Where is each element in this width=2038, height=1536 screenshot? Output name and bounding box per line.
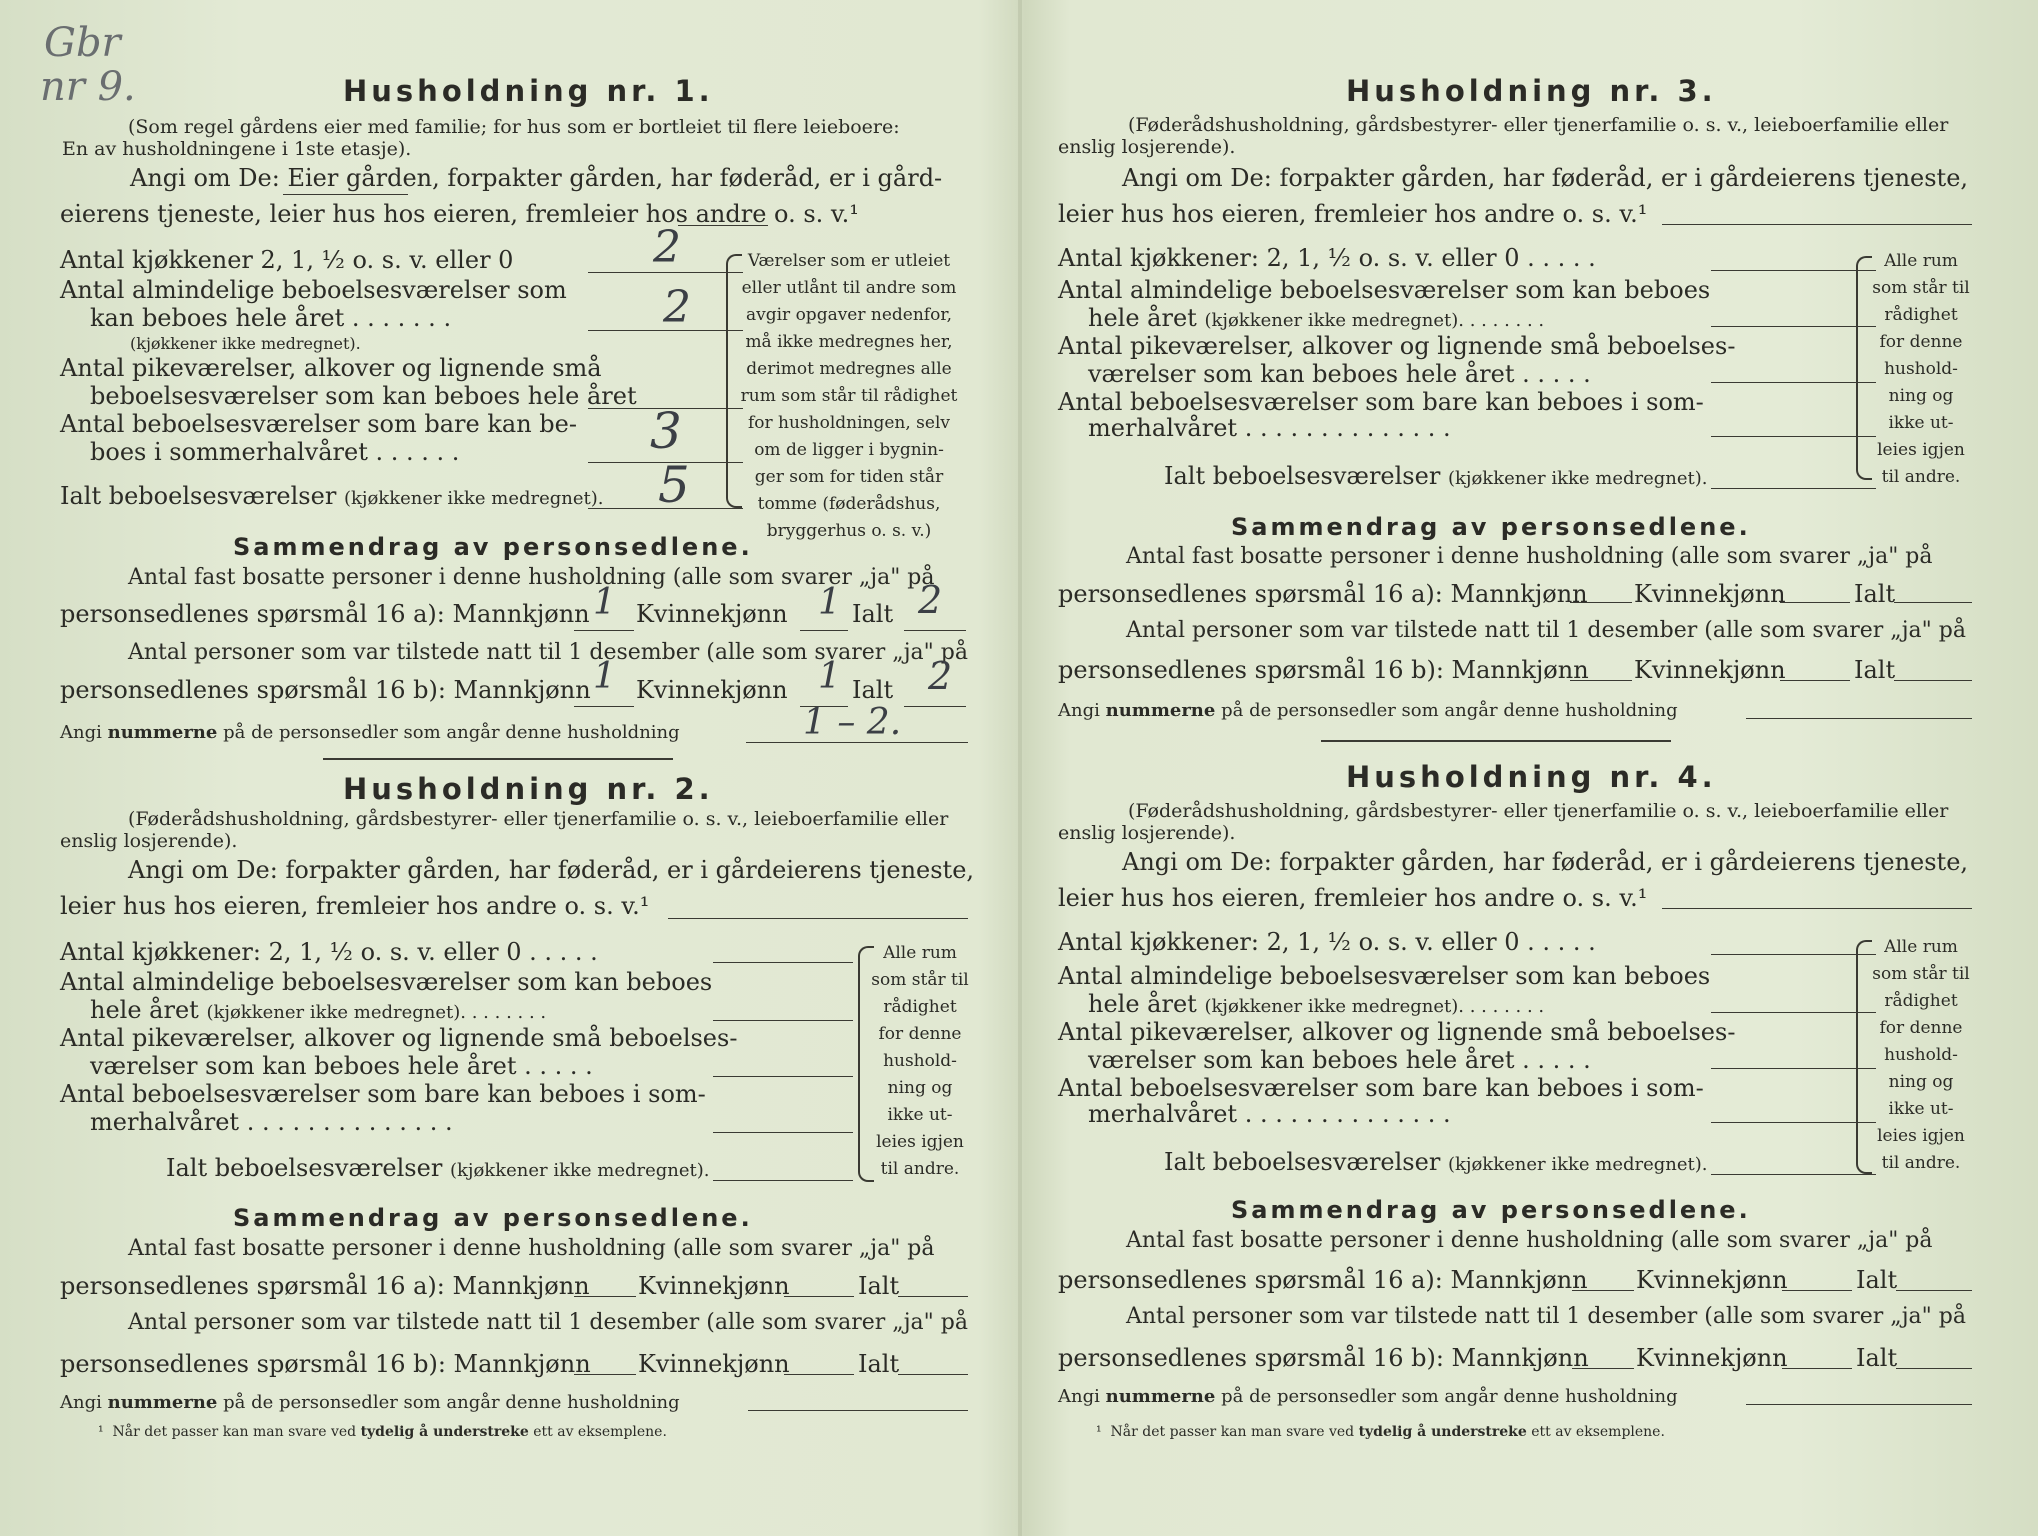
household2-footnote-bold: tydelig å understreke — [360, 1424, 529, 1440]
household3-total-label — [1164, 462, 1708, 490]
household3-side-note: Alle rum som står til rådighet for denne hushold- ning og ikke ut- leies igjen til andre. — [1872, 251, 1970, 487]
household2-footnote-post: ett av eksemplene. — [533, 1424, 667, 1440]
household1-rooms-c-line1: Antal beboelsesværelser som bare kan be- — [60, 410, 577, 438]
household2-numbers-prefix: Angi — [60, 1392, 102, 1413]
household2-present-female-line — [784, 1374, 854, 1375]
household4-present-kvinne: Kvinnekjønn — [1636, 1344, 1788, 1372]
household3-rooms-a-line — [1711, 326, 1876, 327]
household4-note-line2: enslig losjerende). — [1058, 822, 1236, 844]
household2-footnote — [98, 1424, 667, 1440]
left-page — [58, 0, 978, 1536]
household2-question-line2: leier hus hos eieren, fremleier hos andre o. s. v.¹ — [60, 892, 650, 920]
household1-fast-male-line — [574, 630, 634, 631]
household3-question-line — [1662, 224, 1972, 225]
household2-note-line1: (Føderådshusholdning, gårdsbestyrer- eller tjenerfamilie o. s. v., leieboerfamilie eller — [128, 808, 949, 830]
household4-numbers-line — [1058, 1386, 1678, 1407]
household3-present-kvinne: Kvinnekjønn — [1634, 656, 1786, 684]
household2-footnote-mark: ¹ — [98, 1424, 104, 1440]
household3-note-line1: (Føderådshusholdning, gårdsbestyrer- eller tjenerfamilie o. s. v., leieboerfamilie eller — [1128, 114, 1949, 136]
household1-rooms-c-value: 3 — [650, 402, 682, 460]
household2-numbers-rest: på de personsedler som angår denne husholdning — [223, 1392, 680, 1413]
household4-total-text: Ialt beboelsesværelser — [1164, 1148, 1441, 1176]
household2-numbers-line-rule — [748, 1410, 968, 1411]
household1-fast-line2 — [60, 600, 590, 628]
household3-numbers-rest: på de personsedler som angår denne husholdning — [1221, 700, 1678, 721]
household3-rooms-a-text: hele året — [1088, 304, 1197, 332]
household1-total-note: (kjøkkener ikke medregnet). — [343, 488, 604, 509]
household4-rooms-c-line1: Antal beboelsesværelser som bare kan beboes i som- — [1058, 1074, 1704, 1102]
household1-fast-line1: Antal fast bosatte personer i denne husholdning (alle som svarer „ja" på — [128, 565, 935, 590]
household4-total-label — [1164, 1148, 1708, 1176]
household1-fast-total-line — [904, 630, 966, 631]
household1-kitchens-value: 2 — [653, 222, 681, 273]
household1-fast-total: 2 — [918, 578, 943, 622]
household4-total-note: (kjøkkener ikke medregnet). — [1447, 1154, 1708, 1175]
page-fold — [1018, 0, 1022, 1536]
household3-kitchens-line — [1711, 270, 1876, 271]
household4-fast-male-line — [1572, 1290, 1634, 1291]
household1-numbers-line — [746, 742, 968, 743]
household3-fast-ialt: Ialt — [1854, 580, 1896, 608]
household1-total-text: Ialt beboelsesværelser — [60, 482, 337, 510]
household2-present-ialt: Ialt — [858, 1350, 900, 1378]
household1-present-line1: Antal personer som var tilstede natt til 1 desember (alle som svarer „ja" på — [128, 640, 968, 665]
household4-present-label: personsedlenes spørsmål 16 b): Mannkjønn — [1058, 1344, 1589, 1372]
household1-rooms-a-line1: Antal almindelige beboelsesværelser som — [60, 276, 567, 304]
household3-kitchens-label: Antal kjøkkener: 2, 1, ½ o. s. v. eller 0 . . . . . — [1058, 244, 1596, 272]
household3-fast-male-line — [1570, 602, 1632, 603]
household3-present-line1: Antal personer som var tilstede natt til 1 desember (alle som svarer „ja" på — [1126, 618, 1966, 643]
household2-fast-male-line — [574, 1296, 636, 1297]
corner-note-line2: nr 9. — [40, 64, 136, 110]
household1-fast-kvinne: Kvinnekjønn — [636, 600, 788, 628]
household4-summary-title: Sammendrag av personsedlene. — [1231, 1196, 1751, 1224]
household1-total-value: 5 — [658, 456, 690, 514]
household3-rooms-a-line1: Antal almindelige beboelsesværelser som kan beboes — [1058, 276, 1711, 304]
household1-total-label — [60, 482, 604, 510]
household3-fast-female-line — [1780, 602, 1850, 603]
household3-rooms-a-line2 — [1088, 304, 1544, 332]
household2-note-line2: enslig losjerende). — [60, 830, 238, 852]
household4-note-line1: (Føderådshusholdning, gårdsbestyrer- eller tjenerfamilie o. s. v., leieboerfamilie eller — [1128, 800, 1949, 822]
household2-fast-kvinne: Kvinnekjønn — [638, 1272, 790, 1300]
household2-total-label — [166, 1154, 710, 1182]
household4-total-line — [1711, 1174, 1876, 1175]
household1-fast-female-line — [800, 630, 848, 631]
household4-fast-total-line — [1896, 1290, 1972, 1291]
household1-present-kvinne: Kvinnekjønn — [636, 676, 788, 704]
household1-rooms-a-note: (kjøkkener ikke medregnet). — [130, 334, 361, 353]
household1-note-line1: (Som regel gårdens eier med familie; for hus som er bortleiet til flere leieboere: — [128, 116, 900, 138]
household1-present-male-line — [574, 706, 634, 707]
household4-fast-line1: Antal fast bosatte personer i denne husholdning (alle som svarer „ja" på — [1126, 1228, 1933, 1253]
household2-present-line1: Antal personer som var tilstede natt til 1 desember (alle som svarer „ja" på — [128, 1310, 968, 1335]
household3-rooms-c-line1: Antal beboelsesværelser som bare kan beboes i som- — [1058, 388, 1704, 416]
household4-numbers-line-rule — [1746, 1404, 1972, 1405]
household2-summary-title: Sammendrag av personsedlene. — [233, 1204, 753, 1232]
household2-numbers-line — [60, 1392, 680, 1413]
household2-rooms-a-text: hele året — [90, 996, 199, 1024]
household1-present-total: 2 — [928, 654, 953, 698]
household2-fast-label: personsedlenes spørsmål 16 a): Mannkjønn — [60, 1272, 590, 1300]
household1-rooms-b-line1: Antal pikeværelser, alkover og lignende små — [60, 354, 602, 382]
household2-total-line — [713, 1180, 853, 1181]
household3-fast-label: personsedlenes spørsmål 16 a): Mannkjønn — [1058, 580, 1588, 608]
household3-rooms-c-line — [1711, 436, 1876, 437]
household2-footnote-pre: Når det passer kan man svare ved — [112, 1424, 357, 1440]
household1-fast-male: 1 — [593, 582, 616, 623]
household1-title: Husholdning nr. 1. — [343, 74, 714, 108]
household2-kitchens-line — [713, 962, 853, 963]
household3-numbers-line — [1058, 700, 1678, 721]
household2-rooms-a-line — [713, 1020, 853, 1021]
household4-numbers-rest: på de personsedler som angår denne husholdning — [1221, 1386, 1678, 1407]
household3-total-note: (kjøkkener ikke medregnet). — [1447, 468, 1708, 489]
household4-rooms-a-note: (kjøkkener ikke medregnet). . . . . . . . — [1204, 996, 1545, 1017]
household3-rooms-b-line — [1711, 382, 1876, 383]
household3-total-text: Ialt beboelsesværelser — [1164, 462, 1441, 490]
household4-fast-ialt: Ialt — [1856, 1266, 1898, 1294]
household4-footnote — [1096, 1424, 1665, 1440]
household3-rooms-b-line2: værelser som kan beboes hele året . . . . . — [1088, 360, 1591, 388]
household4-rooms-a-line — [1711, 1012, 1876, 1013]
household2-rooms-a-note: (kjøkkener ikke medregnet). . . . . . . . — [206, 1002, 547, 1023]
household2-rooms-a-line1: Antal almindelige beboelsesværelser som kan beboes — [60, 968, 713, 996]
household3-total-line — [1711, 488, 1876, 489]
household3-fast-line1: Antal fast bosatte personer i denne husholdning (alle som svarer „ja" på — [1126, 544, 1933, 569]
household2-total-text: Ialt beboelsesværelser — [166, 1154, 443, 1182]
household2-fast-total-line — [898, 1296, 968, 1297]
household2-present-male-line — [574, 1374, 636, 1375]
household2-rooms-a-line2 — [90, 996, 546, 1024]
household4-rooms-a-line1: Antal almindelige beboelsesværelser som kan beboes — [1058, 962, 1711, 990]
household1-fast-ialt: Ialt — [852, 600, 894, 628]
household4-rooms-c-line — [1711, 1122, 1876, 1123]
household2-fast-ialt: Ialt — [858, 1272, 900, 1300]
household2-numbers-bold: nummerne — [107, 1392, 218, 1413]
household3-present-ialt: Ialt — [1854, 656, 1896, 684]
household3-present-label: personsedlenes spørsmål 16 b): Mannkjønn — [1058, 656, 1589, 684]
household1-divider — [323, 758, 673, 760]
household3-rooms-c-line2: merhalvåret . . . . . . . . . . . . . . — [1088, 414, 1451, 442]
household2-question-line — [668, 918, 968, 919]
household1-eier-underline — [283, 194, 408, 195]
household1-rooms-c-line2: boes i sommerhalvåret . . . . . . — [90, 438, 460, 466]
household2-fast-female-line — [784, 1296, 854, 1297]
household1-note-line2: En av husholdningene i 1ste etasje). — [62, 138, 412, 160]
household4-present-male-line — [1572, 1368, 1634, 1369]
household1-kitchens-line — [588, 272, 743, 273]
household3-divider — [1321, 740, 1671, 742]
household2-rooms-c-line — [713, 1132, 853, 1133]
household2-present-label: personsedlenes spørsmål 16 b): Mannkjønn — [60, 1350, 591, 1378]
household3-present-female-line — [1780, 680, 1850, 681]
household1-side-note: Værelser som er utleiet eller utlånt til andre som avgir opgaver nedenfor, må ikke medregnes her, derimot medregnes alle rum som står til rådighet for husholdningen, selv om de ligger i bygnin- ger som for tiden står tomme (føderådshus, bryggerhus o. s. v.) — [740, 251, 958, 541]
household1-present-ialt: Ialt — [852, 676, 894, 704]
household3-question-line2: leier hus hos eieren, fremleier hos andre o. s. v.¹ — [1058, 200, 1648, 228]
household4-rooms-c-line2: merhalvåret . . . . . . . . . . . . . . — [1088, 1100, 1451, 1128]
household4-question-line — [1662, 908, 1972, 909]
household2-kitchens-label: Antal kjøkkener: 2, 1, ½ o. s. v. eller 0 . . . . . — [60, 938, 598, 966]
household4-present-line1: Antal personer som var tilstede natt til 1 desember (alle som svarer „ja" på — [1126, 1304, 1966, 1329]
household4-question-line2: leier hus hos eieren, fremleier hos andre o. s. v.¹ — [1058, 884, 1648, 912]
household4-numbers-bold: nummerne — [1105, 1386, 1216, 1407]
household2-side-note: Alle rum som står til rådighet for denne hushold- ning og ikke ut- leies igjen til andre. — [871, 943, 969, 1179]
household3-fast-kvinne: Kvinnekjønn — [1634, 580, 1786, 608]
household4-numbers-prefix: Angi — [1058, 1386, 1100, 1407]
household4-rooms-b-line1: Antal pikeværelser, alkover og lignende små beboelses- — [1058, 1018, 1736, 1046]
household1-rooms-a-line2: kan beboes hele året . . . . . . . — [90, 304, 452, 332]
household4-kitchens-line — [1711, 954, 1876, 955]
household4-rooms-a-line2 — [1088, 990, 1544, 1018]
household4-side-note: Alle rum som står til rådighet for denne hushold- ning og ikke ut- leies igjen til andre. — [1872, 937, 1970, 1173]
household1-summary-title: Sammendrag av personsedlene. — [233, 533, 753, 561]
household4-rooms-b-line2: værelser som kan beboes hele året . . . . . — [1088, 1046, 1591, 1074]
household1-total-line — [588, 508, 743, 509]
household4-kitchens-label: Antal kjøkkener: 2, 1, ½ o. s. v. eller 0 . . . . . — [1058, 928, 1596, 956]
household3-numbers-prefix: Angi — [1058, 700, 1100, 721]
household4-question-line1: Angi om De: forpakter gården, har føderåd, er i gårdeierens tjeneste, — [1122, 848, 1969, 876]
household1-rooms-a-line — [588, 330, 743, 331]
household1-question-line2: eierens tjeneste, leier hus hos eieren, fremleier hos andre o. s. v.¹ — [60, 200, 859, 228]
household3-title: Husholdning nr. 3. — [1346, 74, 1717, 108]
household3-question-line1: Angi om De: forpakter gården, har føderåd, er i gårdeierens tjeneste, — [1122, 164, 1969, 192]
household3-rooms-a-note: (kjøkkener ikke medregnet). . . . . . . . — [1204, 310, 1545, 331]
household2-rooms-c-line1: Antal beboelsesværelser som bare kan beboes i som- — [60, 1080, 706, 1108]
household2-fast-line1: Antal fast bosatte personer i denne husholdning (alle som svarer „ja" på — [128, 1236, 935, 1261]
household2-present-total-line — [898, 1374, 968, 1375]
household1-question-answer-line — [678, 225, 768, 226]
corner-note-line1: Gbr — [44, 20, 121, 66]
household4-fast-female-line — [1782, 1290, 1852, 1291]
household1-present-label: personsedlenes spørsmål 16 b): Mannkjønn — [60, 676, 591, 704]
household2-rooms-c-line2: merhalvåret . . . . . . . . . . . . . . — [90, 1108, 453, 1136]
household2-rooms-b-line2: værelser som kan beboes hele året . . . . . — [90, 1052, 593, 1080]
household1-numbers-value: 1 – 2. — [803, 702, 902, 743]
household4-fast-kvinne: Kvinnekjønn — [1636, 1266, 1788, 1294]
household1-present-female: 1 — [818, 656, 841, 697]
household3-rooms-b-line1: Antal pikeværelser, alkover og lignende små beboelses- — [1058, 332, 1736, 360]
household3-numbers-bold: nummerne — [1105, 700, 1216, 721]
household4-fast-label: personsedlenes spørsmål 16 a): Mannkjønn — [1058, 1266, 1588, 1294]
household3-numbers-line-rule — [1746, 718, 1972, 719]
household1-fast-label: personsedlenes spørsmål 16 a): Mannkjønn — [60, 600, 590, 628]
right-page — [1056, 0, 1976, 1536]
household2-total-note: (kjøkkener ikke medregnet). — [449, 1160, 710, 1181]
household4-present-ialt: Ialt — [1856, 1344, 1898, 1372]
household2-question-line1: Angi om De: forpakter gården, har føderåd, er i gårdeierens tjeneste, — [128, 856, 975, 884]
household1-question-line1: Angi om De: Eier gården, forpakter gården, har føderåd, er i gård- — [130, 164, 943, 192]
household2-present-kvinne: Kvinnekjønn — [638, 1350, 790, 1378]
household4-rooms-b-line — [1711, 1068, 1876, 1069]
household3-summary-title: Sammendrag av personsedlene. — [1231, 513, 1751, 541]
household3-present-male-line — [1570, 680, 1632, 681]
household1-kitchens-label: Antal kjøkkener 2, 1, ½ o. s. v. eller 0 — [60, 246, 514, 274]
household1-numbers-rest: på de personsedler som angår denne husholdning — [223, 722, 680, 743]
household4-footnote-pre: Når det passer kan man svare ved — [1110, 1424, 1355, 1440]
household4-footnote-post: ett av eksemplene. — [1531, 1424, 1665, 1440]
household4-title: Husholdning nr. 4. — [1346, 760, 1717, 794]
household1-present-total-line — [904, 706, 966, 707]
household1-numbers-bold: nummerne — [107, 722, 218, 743]
household4-footnote-mark: ¹ — [1096, 1424, 1102, 1440]
household3-note-line2: enslig losjerende). — [1058, 136, 1236, 158]
household2-title: Husholdning nr. 2. — [343, 772, 714, 806]
household1-rooms-b-line2: beboelsesværelser som kan beboes hele året — [90, 382, 637, 410]
household4-rooms-a-text: hele året — [1088, 990, 1197, 1018]
household1-rooms-a-value: 2 — [663, 282, 691, 333]
household3-present-total-line — [1894, 680, 1972, 681]
household4-present-female-line — [1782, 1368, 1852, 1369]
household4-footnote-bold: tydelig å understreke — [1358, 1424, 1527, 1440]
household2-rooms-b-line — [713, 1076, 853, 1077]
household1-fast-female: 1 — [818, 582, 841, 623]
household2-rooms-b-line1: Antal pikeværelser, alkover og lignende små beboelses- — [60, 1024, 738, 1052]
household4-present-total-line — [1896, 1368, 1972, 1369]
household3-fast-total-line — [1894, 602, 1972, 603]
household1-numbers-prefix: Angi — [60, 722, 102, 743]
household1-numbers-line — [60, 722, 680, 743]
household1-present-male: 1 — [593, 656, 616, 697]
